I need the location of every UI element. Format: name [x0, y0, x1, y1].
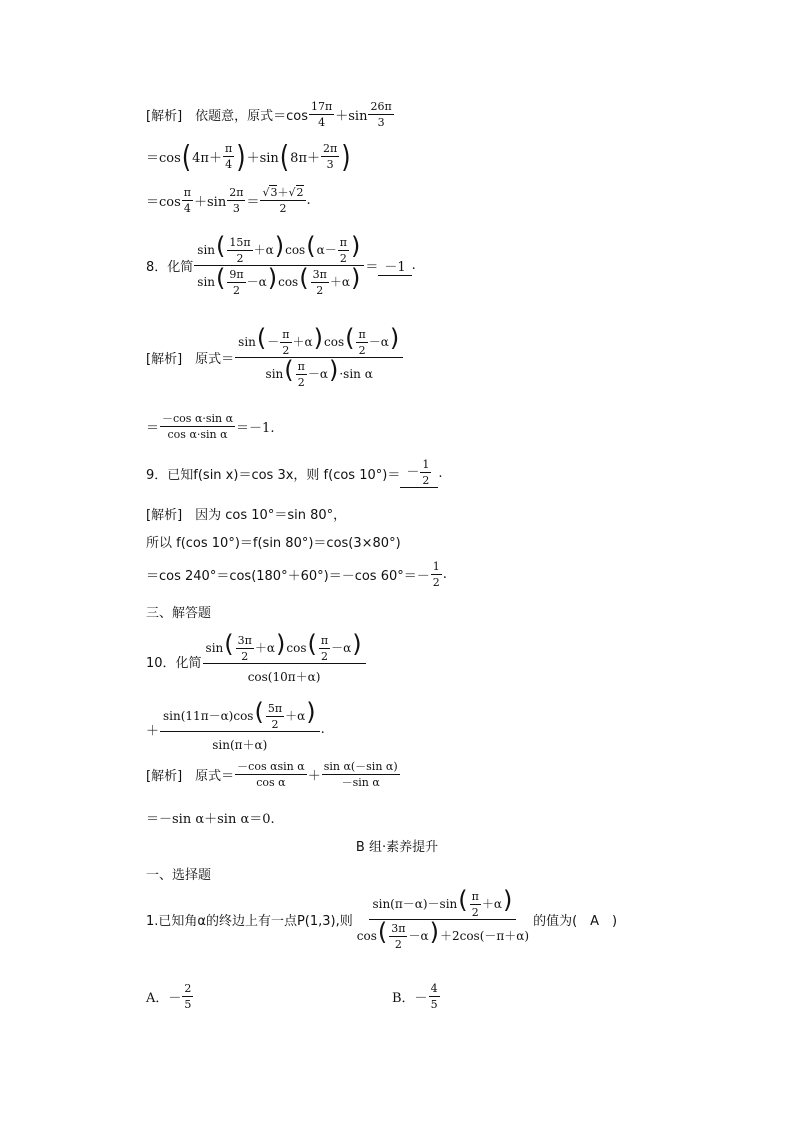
solution-9-line-1: [解析] 因为 cos 10°＝sin 80°， — [146, 508, 347, 523]
question-10-part-1: 10．化简 sin( $\frac{3\pi}{2}$ ＋α)cos( $\frac{\pi}{2}$ －α) cos(10π＋α) — [146, 632, 367, 690]
question-8: 8．化简 sin( $\frac{15\pi}{2}$ ＋α)cos(α－ $\frac{\pi}{2}$ ) sin( $\frac{9\pi}{2}$ －α)cos( $\frac{3\pi}{2}$ ＋α) ＝ －1 . — [146, 232, 416, 297]
answer-blank: － $\frac{1}{2}$ — [400, 458, 438, 488]
question-9: 9．已知f(sin x)＝cos 3x，则 f(cos 10°)＝ － $\frac{1}{2}$ . — [146, 458, 443, 487]
section-heading: 三、解答题 — [146, 606, 212, 621]
option-a: A．－ $\frac{2}{5}$ — [146, 982, 192, 1011]
solution-7-line-3: ＝cos $\frac{\pi}{4}$ ＋sin $\frac{2\pi}{3}$ ＝ $\frac{√3+√2}{2}$ . — [146, 186, 311, 215]
solution-7-line-2: ＝cos ( 4π＋ $\frac{\pi}{4}$ ) ＋sin ( 8π＋ $\frac{2\pi}{3}$ ) — [146, 139, 351, 174]
solution-8-line-2: ＝ $\frac{\text{－cos α·sin α}}{\text{cos α·sin α}}$ ＝－1. — [146, 412, 275, 441]
solution-8-line-1: [解析] 原式＝ sin(－ $\frac{\pi}{2}$ ＋α)cos( $\frac{\pi}{2}$ －α) sin( $\frac{\pi}{2}$ －α)·sin α — [146, 326, 404, 389]
question-10-part-2: ＋ sin(11π－α)cos( $\frac{5\pi}{2}$ ＋α) sin(π＋α) . — [146, 698, 325, 752]
group-heading: B 组·素养提升 — [355, 840, 439, 855]
section-heading: 一、选择题 — [146, 868, 212, 883]
solution-10-line-1: [解析] 原式＝ $\frac{\text{－cos αsin α}}{\text{cos α}}$ ＋ $\frac{\text{sin α(－sin α)}}{\text{－sin α}}$ — [146, 760, 398, 789]
solution-9-line-2: 所以 f(cos 10°)＝f(sin 80°)＝cos(3×80°) — [146, 536, 401, 551]
answer-blank: －1 — [378, 256, 411, 276]
fraction: $\frac{17\pi}{4}$ — [311, 100, 333, 129]
solution-7-line-1: [解析] 依题意，原式＝cos $\frac{17\pi}{4}$ ＋sin $\frac{26\pi}{3}$ — [146, 100, 392, 129]
fraction: $\frac{26\pi}{3}$ — [370, 100, 392, 129]
option-b: B．－ $\frac{4}{5}$ — [392, 982, 438, 1011]
solution-10-line-2: ＝－sin α＋sin α＝0. — [146, 812, 275, 827]
solution-9-line-3: ＝cos 240°＝cos(180°＋60°)＝－cos 60°＝－ $\frac{1}{2}$ . — [146, 560, 447, 589]
fraction: sin( $\frac{15\pi}{2}$ ＋α)cos(α－ $\frac{\pi}{2}$ ) sin( $\frac{9\pi}{2}$ －α)cos( $\frac{3\pi}{2}$ ＋α) — [194, 234, 364, 297]
choice-question-1: 1.已知角α的终边上有一点P(1,3),则 sin(π－α)－sin( $\frac{\pi}{2}$ ＋α) cos( $\frac{3\pi}{2}$ －α)＋2cos(－π＋α) 的值为( A ) — [146, 886, 618, 951]
